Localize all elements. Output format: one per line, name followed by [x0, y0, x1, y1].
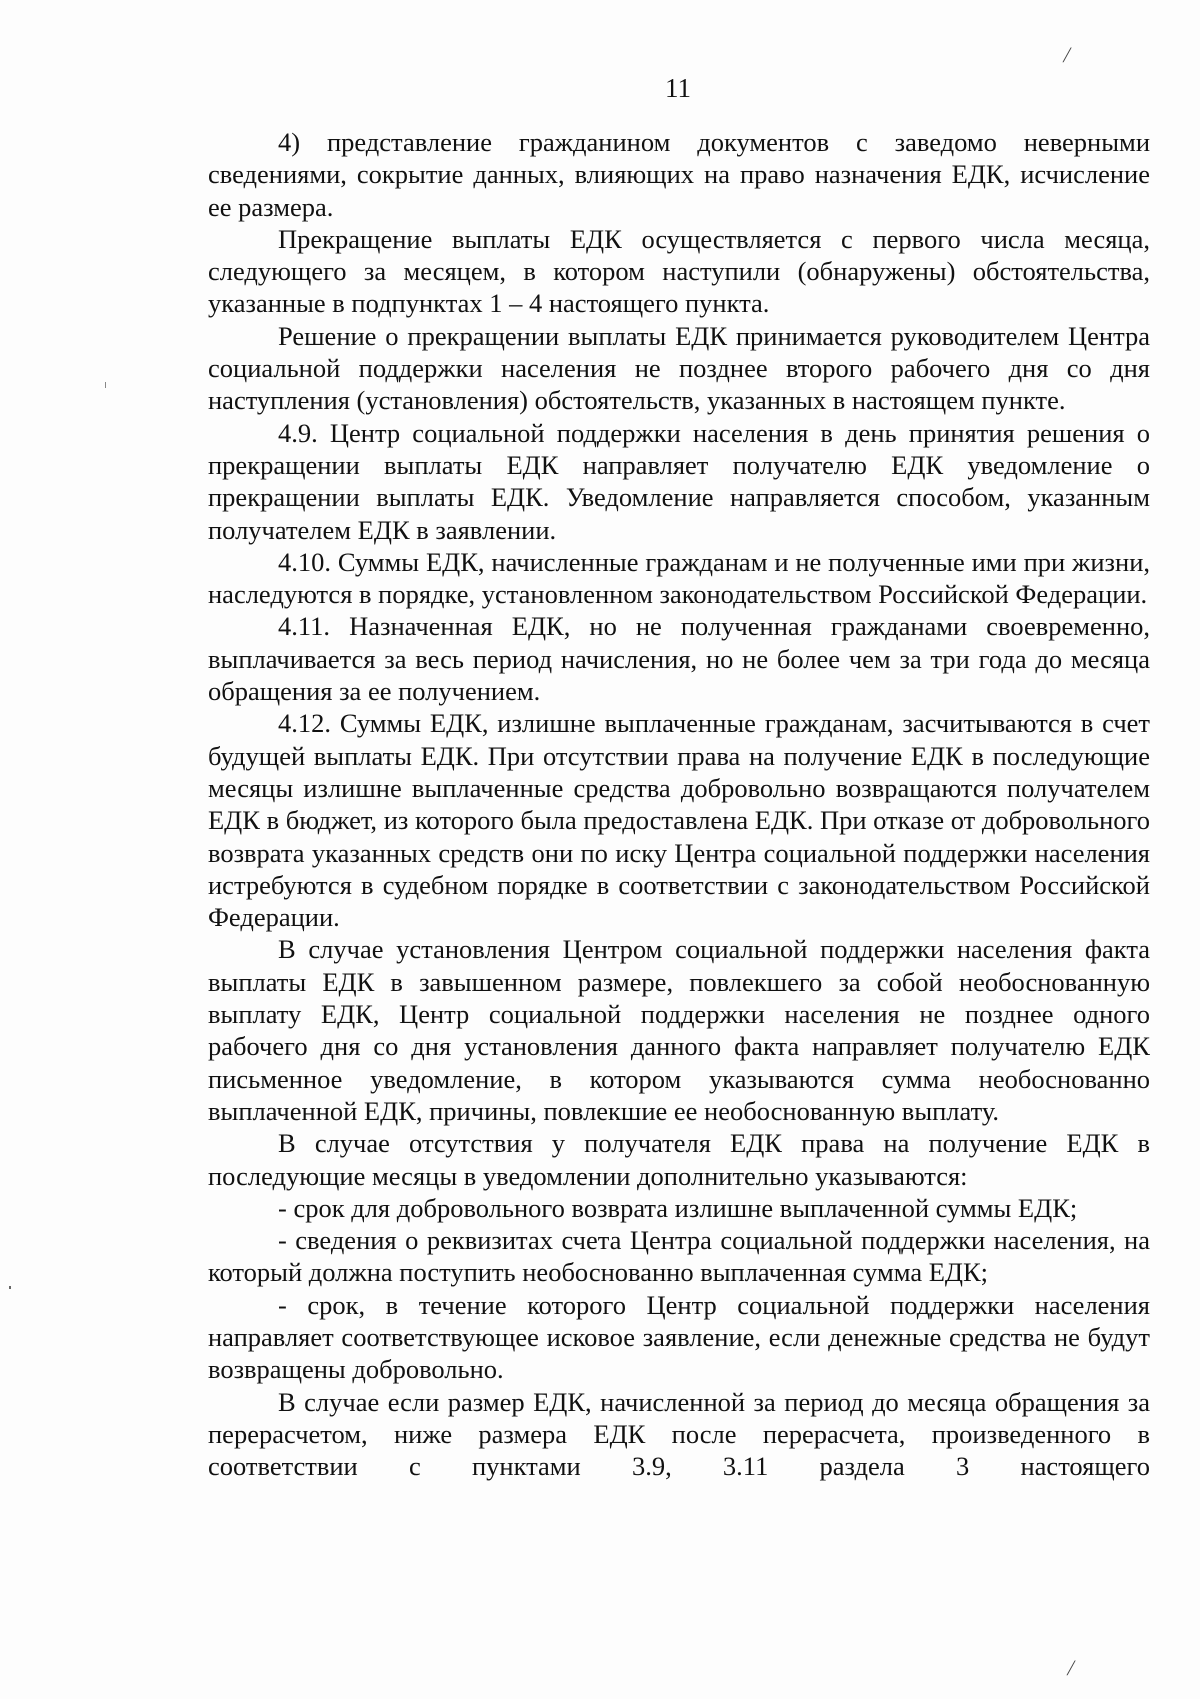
- paragraph-4-12: 4.12. Суммы ЕДК, излишне выплаченные гражданам, засчитываются в счет будущей выплаты ЕДК. При отсутствии права на получение ЕДК в последующие месяцы излишне выплаченные средства добровольно возвращаются получателем ЕДК в бюджет, из которого была предоставлена ЕДК. При отказе от добровольного возврата указанных средств они по иску Центра социальной поддержки населения истребуются в судебном порядке в соответствии с законодательством Российской Федерации.: [208, 708, 1150, 933]
- paragraph-recalculation: В случае если размер ЕДК, начисленной за период до месяца обращения за перерасчетом, ниже размера ЕДК после перерасчета, произведенного в соответствии с пунктами 3.9, 3.11 раздела 3 настоящего: [208, 1386, 1150, 1482]
- list-item-claim-deadline: - срок, в течение которого Центр социальной поддержки населения направляет соответствующее исковое заявление, если денежные средства не будут возвращены добровольно.: [208, 1289, 1150, 1385]
- document-body: [208, 126, 1150, 1482]
- page-number: 11: [665, 73, 691, 103]
- list-item-refund-deadline: - срок для добровольного возврата излишне выплаченной суммы ЕДК;: [278, 1192, 1078, 1223]
- list-item-account-details: - сведения о реквизитах счета Центра социальной поддержки населения, на который должна поступить необоснованно выплаченная сумма ЕДК;: [208, 1225, 1150, 1288]
- handwritten-corner-mark-bottom: /: [1065, 1655, 1077, 1680]
- scan-speck: [9, 1286, 11, 1289]
- paragraph-item-4: 4) представление гражданином документов с заведомо неверными сведениями, сокрытие данных, влияющих на право назначения ЕДК, исчисление ее размера.: [208, 127, 1150, 222]
- paragraph-notice-additional: В случае отсутствия у получателя ЕДК права на получение ЕДК в последующие месяцы в уведомлении дополнительно указываются:: [208, 1128, 1150, 1191]
- paragraph-4-10: 4.10. Суммы ЕДК, начисленные гражданам и не полученные ими при жизни, наследуются в порядке, установленном законодательством Российской Федерации.: [208, 546, 1150, 610]
- scan-speck: [105, 382, 106, 388]
- paragraph-overpayment-notice: В случае установления Центром социальной поддержки населения факта выплаты ЕДК в завышенном размере, повлекшего за собой необоснованную выплату ЕДК, Центр социальной поддержки населения не позднее одного рабочего дня со дня установления данного факта направляет получателю ЕДК письменное уведомление, в котором указываются сумма необоснованно выплаченной ЕДК, причины, повлекшие ее необоснованную выплату.: [208, 934, 1150, 1126]
- handwritten-corner-mark-top: /: [1061, 42, 1073, 67]
- paragraph-termination-decision: Решение о прекращении выплаты ЕДК принимается руководителем Центра социальной поддержки населения не позднее второго рабочего дня со дня наступления (установления) обстоятельств, указанных в настоящем пункте.: [208, 320, 1150, 416]
- paragraph-termination-date: Прекращение выплаты ЕДК осуществляется с первого числа месяца, следующего за месяцем, в котором наступили (обнаружены) обстоятельства, указанные в подпунктах 1 – 4 настоящего пункта.: [208, 223, 1150, 319]
- paragraph-4-11: 4.11. Назначенная ЕДК, но не полученная гражданами своевременно, выплачивается за весь период начисления, но не более чем за три года до месяца обращения за ее получением.: [208, 611, 1150, 707]
- paragraph-4-9: 4.9. Центр социальной поддержки населения в день принятия решения о прекращении выплаты ЕДК направляет получателю ЕДК уведомление о прекращении выплаты ЕДК. Уведомление направляется способом, указанным получателем ЕДК в заявлении.: [208, 417, 1150, 545]
